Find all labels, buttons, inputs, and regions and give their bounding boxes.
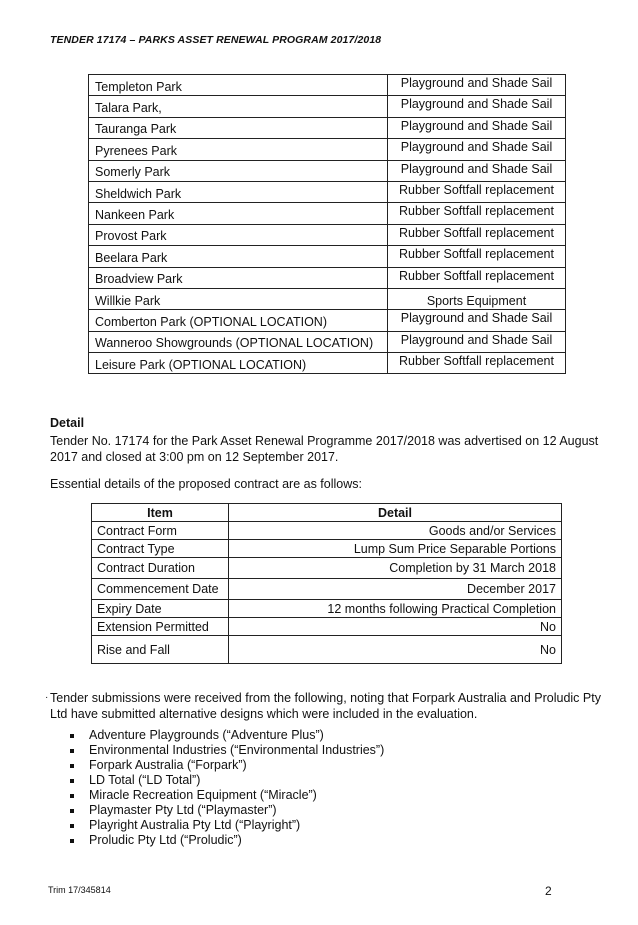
list-item <box>70 803 384 818</box>
table-header-row <box>92 504 562 522</box>
list-item <box>70 728 384 743</box>
park-name: Beelara Park <box>89 246 388 267</box>
table-row <box>92 540 562 558</box>
tenderer-name: Proludic Pty Ltd (“Proludic”) <box>89 833 242 847</box>
trim-reference: Trim 17/345814 <box>48 885 111 895</box>
tenderer-name: Miracle Recreation Equipment (“Miracle”) <box>89 788 317 802</box>
park-name: Somerly Park <box>89 160 388 181</box>
table-row <box>89 96 566 117</box>
table-row <box>92 579 562 600</box>
list-item <box>70 743 384 758</box>
table-row <box>92 522 562 540</box>
park-name: Nankeen Park <box>89 203 388 224</box>
work-type: Playground and Shade Sail <box>388 139 566 160</box>
bullet-icon <box>70 794 74 798</box>
park-name: Willkie Park <box>89 288 388 309</box>
park-name: Broadview Park <box>89 267 388 288</box>
table-row <box>89 267 566 288</box>
work-type: Playground and Shade Sail <box>388 331 566 352</box>
table-row <box>89 160 566 181</box>
bullet-icon <box>70 779 74 783</box>
work-type: Playground and Shade Sail <box>388 117 566 138</box>
contract-detail: December 2017 <box>229 579 562 600</box>
tenderer-name: Environmental Industries (“Environmental Industries”) <box>89 743 385 757</box>
park-name: Comberton Park (OPTIONAL LOCATION) <box>89 310 388 331</box>
contract-item: Contract Duration <box>92 558 229 579</box>
table-row <box>89 117 566 138</box>
park-name: Talara Park, <box>89 96 388 117</box>
column-header-item: Item <box>92 504 229 522</box>
tenderer-name: Playmaster Pty Ltd (“Playmaster”) <box>89 803 277 817</box>
work-type: Rubber Softfall replacement <box>388 203 566 224</box>
contract-detail: No <box>229 618 562 636</box>
table-row <box>89 246 566 267</box>
work-type: Rubber Softfall replacement <box>388 224 566 245</box>
table-row <box>92 558 562 579</box>
contract-detail: 12 months following Practical Completion <box>229 600 562 618</box>
table-row <box>92 636 562 664</box>
contract-item: Extension Permitted <box>92 618 229 636</box>
list-item <box>70 788 384 803</box>
document-header: TENDER 17174 – PARKS ASSET RENEWAL PROGRAM 2017/2018 <box>50 34 382 46</box>
park-name: Wanneroo Showgrounds (OPTIONAL LOCATION) <box>89 331 388 352</box>
park-name: Templeton Park <box>89 75 388 96</box>
contract-item: Contract Type <box>92 540 229 558</box>
tenderer-name: Forpark Australia (“Forpark”) <box>89 758 247 772</box>
table-row <box>89 181 566 202</box>
work-type: Playground and Shade Sail <box>388 96 566 117</box>
tenderer-name: LD Total (“LD Total”) <box>89 773 201 787</box>
list-item <box>70 818 384 833</box>
park-name: Pyrenees Park <box>89 139 388 160</box>
contract-detail: Goods and/or Services <box>229 522 562 540</box>
work-type: Playground and Shade Sail <box>388 160 566 181</box>
work-type: Rubber Softfall replacement <box>388 267 566 288</box>
bullet-icon <box>70 734 74 738</box>
contract-detail: Lump Sum Price Separable Portions <box>229 540 562 558</box>
park-name: Tauranga Park <box>89 117 388 138</box>
contract-intro-paragraph: Essential details of the proposed contract are as follows: <box>50 477 362 491</box>
list-item <box>70 758 384 773</box>
work-type: Sports Equipment <box>388 288 566 309</box>
parks-table <box>88 74 566 374</box>
work-type: Playground and Shade Sail <box>388 310 566 331</box>
table-row <box>92 618 562 636</box>
contract-details-table <box>91 503 562 664</box>
scan-speck: · <box>45 692 49 703</box>
tenderer-name: Adventure Playgrounds (“Adventure Plus”) <box>89 728 324 742</box>
submissions-intro-paragraph <box>45 690 610 722</box>
column-header-detail: Detail <box>229 504 562 522</box>
work-type: Rubber Softfall replacement <box>388 353 566 374</box>
park-name: Leisure Park (OPTIONAL LOCATION) <box>89 353 388 374</box>
detail-heading: Detail <box>50 416 85 430</box>
list-item <box>70 833 384 848</box>
table-row <box>89 75 566 96</box>
table-row <box>92 600 562 618</box>
work-type: Rubber Softfall replacement <box>388 246 566 267</box>
tender-summary-paragraph: Tender No. 17174 for the Park Asset Renewal Programme 2017/2018 was advertised on 12 August 2017 and closed at 3:00 pm on 12 September 2017. <box>50 434 599 464</box>
tenderer-name: Playright Australia Pty Ltd (“Playright”) <box>89 818 301 832</box>
contract-detail: Completion by 31 March 2018 <box>229 558 562 579</box>
submissions-intro-text: Tender submissions were received from the following, noting that Forpark Australia and Proludic Pty Ltd have submitted alternative designs which were included in the evaluation. <box>50 691 601 721</box>
list-item <box>70 773 384 788</box>
table-row <box>89 353 566 374</box>
contract-item: Commencement Date <box>92 579 229 600</box>
work-type: Playground and Shade Sail <box>388 75 566 96</box>
page-number: 2 <box>545 884 552 898</box>
table-row <box>89 310 566 331</box>
contract-item: Expiry Date <box>92 600 229 618</box>
park-name: Sheldwich Park <box>89 181 388 202</box>
bullet-icon <box>70 809 74 813</box>
work-type: Rubber Softfall replacement <box>388 181 566 202</box>
bullet-icon <box>70 764 74 768</box>
tenderer-list <box>70 728 384 848</box>
bullet-icon <box>70 824 74 828</box>
contract-item: Contract Form <box>92 522 229 540</box>
table-row <box>89 224 566 245</box>
table-row <box>89 288 566 309</box>
table-row <box>89 203 566 224</box>
park-name: Provost Park <box>89 224 388 245</box>
contract-item: Rise and Fall <box>92 636 229 664</box>
bullet-icon <box>70 839 74 843</box>
bullet-icon <box>70 749 74 753</box>
table-row <box>89 331 566 352</box>
contract-detail: No <box>229 636 562 664</box>
table-row <box>89 139 566 160</box>
